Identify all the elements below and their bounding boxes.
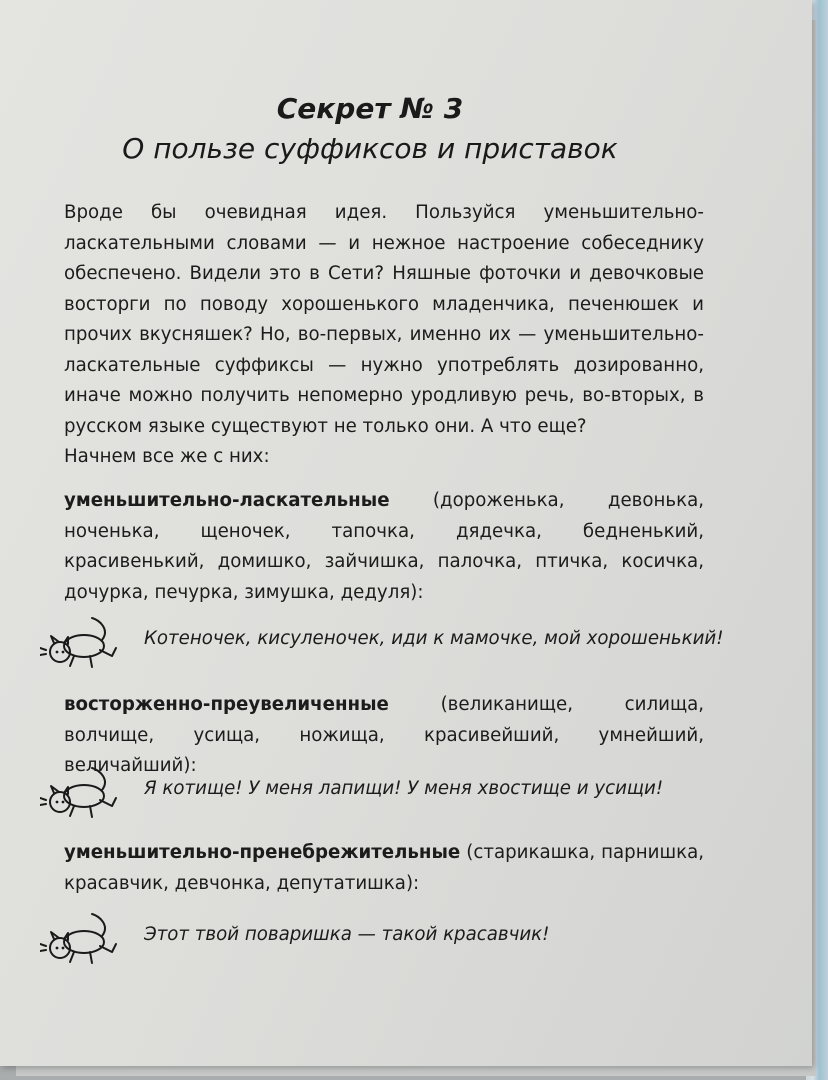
cat-icon [40,908,124,968]
intro-paragraph: Вроде бы очевидная идея. Пользуйся уменьшительно-ласкательными словами — и нежное настроение собеседнику обеспечено. Видели это в Сети? Няшные фоточки и девочковые восторги по поводу хорошенького младенчика, печенюшек и прочих вкусняшек? Но, во-первых, именно их — уменьшительно-ласкательные суффиксы — нужно употреблять дозированно, иначе можно получить непомерно уродливую речь, во-вторых, в русском языке существуют не только они. А что еще? [64,202,704,437]
section-term: восторженно-преувеличенные [64,694,389,715]
example-row [40,762,740,822]
example-quote: Этот твой поваришка — такой красавчик! [144,924,550,945]
intro-lead: Начнем все же с них: [64,446,270,467]
chapter-subtitle: О пользе суффиксов и приставок [122,132,618,165]
example-quote: Котеночек, кисуленочек, иди к мамочке, мой хорошенький! [144,628,724,649]
section-term: уменьшительно-пренебрежительные [64,842,461,863]
section-term: уменьшительно-ласкательные [64,490,390,511]
section-pejorative [64,838,704,899]
example-row [40,908,740,968]
cat-icon [40,762,124,822]
section-examples: (дороженька, девонька, ноченька, щеночек, тапочка, дядечка, бедненький, красивенький, домишко, зайчишка, палочка, птичка, косичка, дочурка, печурка, зимушка, дедуля): [64,490,704,603]
section-examples: (старикашка, парнишка, красавчик, девчонка, депутатишка): [64,842,704,894]
secret-title: Секрет № 3 [276,92,464,125]
cat-icon [40,612,124,672]
section-diminutive [64,486,704,608]
intro-block [64,198,704,473]
section-examples: (великанище, силища, волчище, усища, ножища, красивейший, умнейший, величайший): [64,694,704,776]
example-row [40,612,740,672]
example-quote: Я котище! У меня лапищи! У меня хвостище и усищи! [144,778,664,799]
